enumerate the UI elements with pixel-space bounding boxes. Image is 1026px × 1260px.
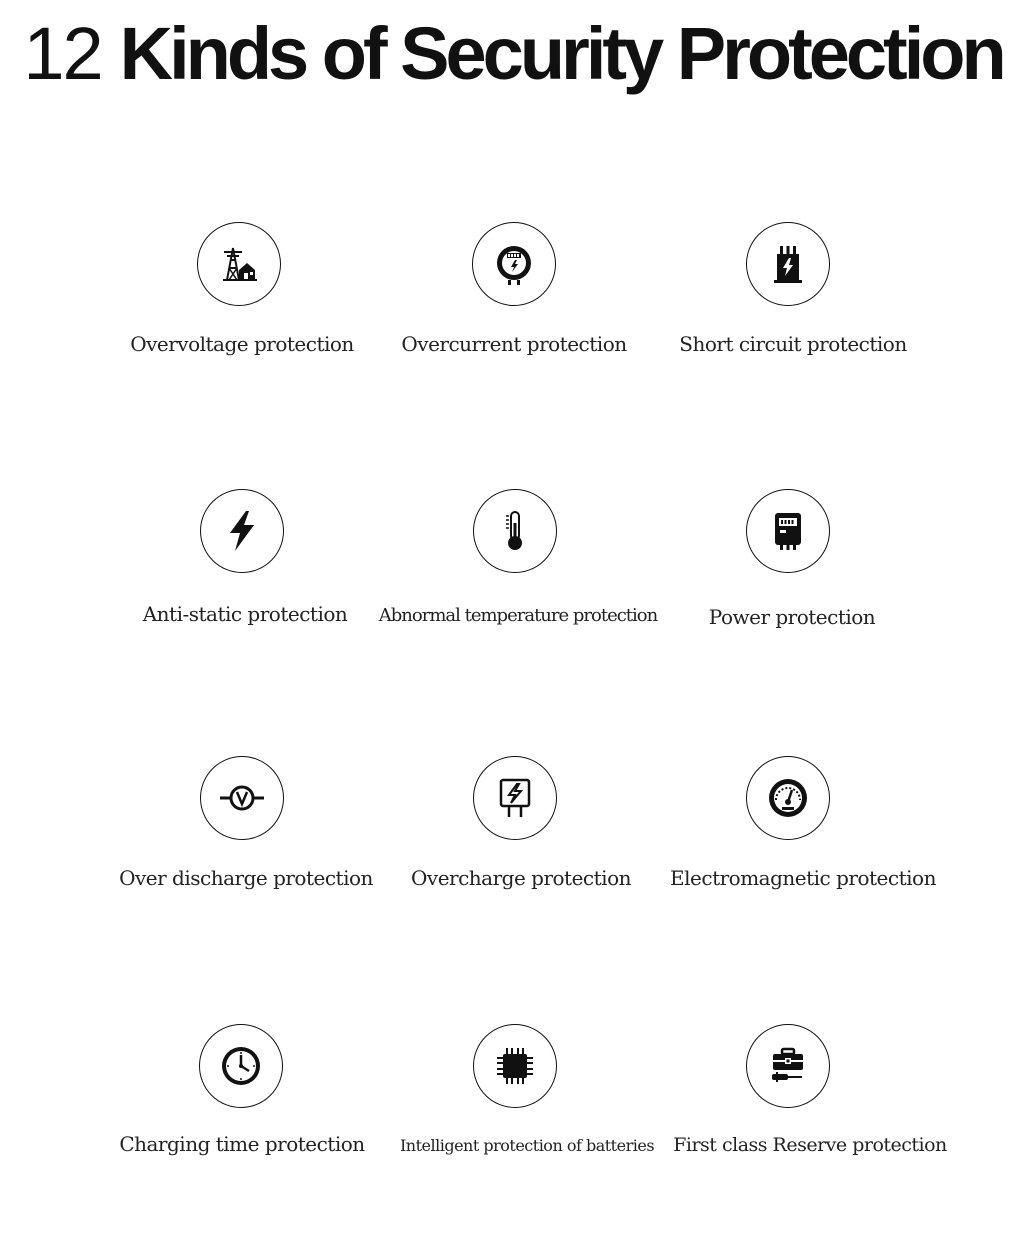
feature-label-electromagnetic: Electromagnetic protection [670,866,936,890]
feature-label-anti-static: Anti-static protection [142,602,348,626]
electric-meter-icon [472,222,556,306]
feature-label-over-discharge: Over discharge protection [119,866,373,890]
feature-label-overvoltage: Overvoltage protection [130,332,354,356]
thermometer-icon [473,489,557,573]
feature-label-charging-time: Charging time protection [119,1132,365,1156]
chip-icon [473,1024,557,1108]
lightning-bolt-icon [200,489,284,573]
title-number: 12 [23,12,102,95]
toolbox-icon [746,1024,830,1108]
gauge-icon [746,756,830,840]
transformer-icon [746,222,830,306]
feature-label-power: Power protection [708,605,876,629]
feature-label-abnormal-temperature: Abnormal temperature protection [378,605,658,626]
title-text: Kinds of Security Protection [119,12,1003,95]
power-tower-house-icon [197,222,281,306]
plug-spark-icon [473,756,557,840]
feature-label-intelligent-batteries: Intelligent protection of batteries [399,1136,655,1155]
feature-label-short-circuit: Short circuit protection [679,332,907,356]
feature-label-overcurrent: Overcurrent protection [401,332,627,356]
clock-icon [199,1024,283,1108]
power-meter-box-icon [746,489,830,573]
voltmeter-icon [200,756,284,840]
feature-label-overcharge: Overcharge protection [411,866,631,890]
feature-label-first-class-reserve: First class Reserve protection [673,1134,947,1156]
